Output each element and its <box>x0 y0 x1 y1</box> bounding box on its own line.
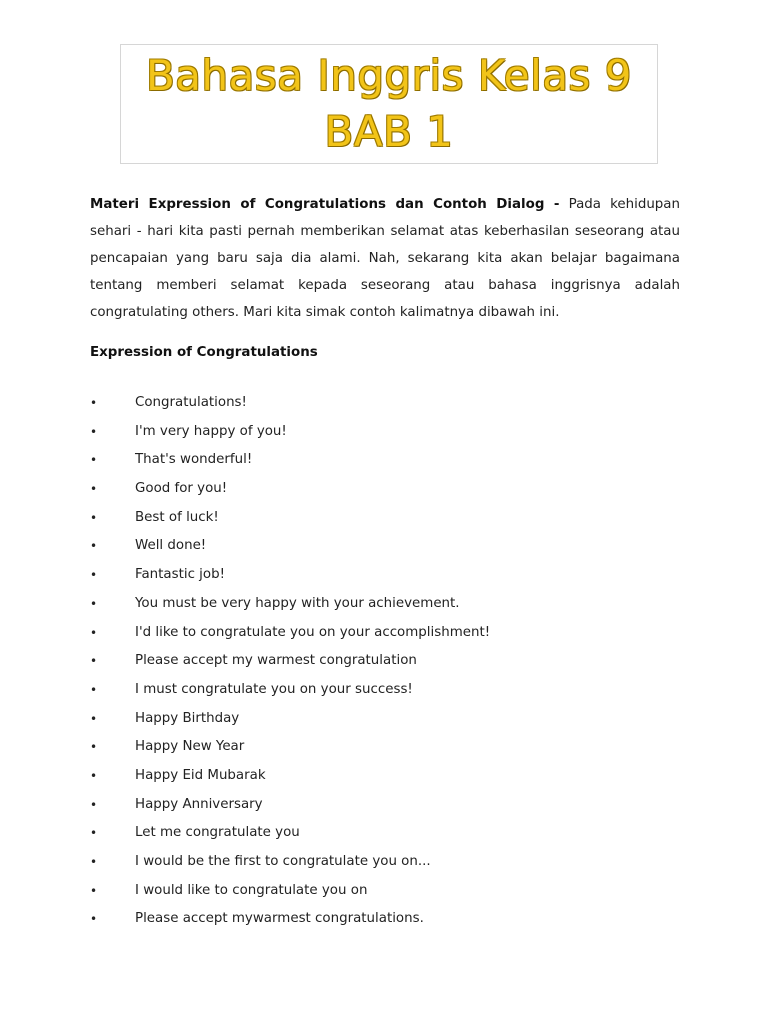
bullet-icon: • <box>90 625 98 640</box>
bullet-icon: • <box>90 510 98 525</box>
list-item <box>90 650 490 679</box>
bullet-icon: • <box>90 453 98 468</box>
list-item <box>90 880 490 909</box>
list-item-text: Good for you! <box>135 481 228 497</box>
list-item-text: Happy Anniversary <box>135 796 263 812</box>
title-line-2: BAB 1 <box>324 107 454 156</box>
list-item-text: I'm very happy of you! <box>135 423 287 439</box>
list-item-text: Well done! <box>135 538 207 554</box>
list-item <box>90 564 490 593</box>
bullet-icon: • <box>90 482 98 497</box>
list-item-text: Happy Eid Mubarak <box>135 767 266 783</box>
bullet-icon: • <box>90 883 98 898</box>
list-item-text: I must congratulate you on your success! <box>135 681 413 697</box>
intro-lead: Materi Expression of Congratulations dan Contoh Dialog - <box>90 197 560 212</box>
list-item <box>90 679 490 708</box>
list-item <box>90 593 490 622</box>
list-item <box>90 421 490 450</box>
list-item-text: I would be the first to congratulate you on... <box>135 854 431 869</box>
bullet-icon: • <box>90 797 98 812</box>
bullet-icon: • <box>90 768 98 783</box>
list-item-text: I'd like to congratulate you on your accomplishment! <box>135 624 491 640</box>
list-item <box>90 392 490 421</box>
list-item-text: Fantastic job! <box>135 567 225 583</box>
list-item-text: That's wonderful! <box>135 452 253 468</box>
list-item-text: You must be very happy with your achievement. <box>135 595 460 611</box>
intro-body: Pada kehidupan sehari - hari kita pasti pernah memberikan selamat atas keberhasilan seseorang atau pencapaian yang baru saja dia alami. Nah, sekarang kita akan belajar bagaimana tentang memberi selamat kepada seseorang atau bahasa inggrisnya adalah congratulating others. Mari kita simak contoh kalimatnya dibawah ini. <box>90 197 680 320</box>
bullet-icon: • <box>90 424 98 439</box>
list-item <box>90 507 490 536</box>
bullet-icon: • <box>90 654 98 669</box>
bullet-icon: • <box>90 682 98 697</box>
list-item <box>90 535 490 564</box>
list-item <box>90 449 490 478</box>
list-item <box>90 708 490 737</box>
list-item <box>90 822 490 851</box>
bullet-icon: • <box>90 596 98 611</box>
bullet-icon: • <box>90 826 98 841</box>
list-item-text: Please accept mywarmest congratulations. <box>135 911 424 927</box>
list-item <box>90 622 490 651</box>
bullet-icon: • <box>90 568 98 583</box>
list-item <box>90 851 490 880</box>
list-item <box>90 794 490 823</box>
title-line-1: Bahasa Inggris Kelas 9 <box>145 51 633 100</box>
bullet-icon: • <box>90 855 98 869</box>
phrase-list <box>90 392 490 937</box>
list-item-text: Happy New Year <box>135 739 245 755</box>
title-banner <box>120 44 658 164</box>
bullet-icon: • <box>90 740 98 755</box>
list-item <box>90 478 490 507</box>
section-heading: Expression of Congratulations <box>90 345 318 360</box>
list-item-text: Congratulations! <box>135 395 247 410</box>
bullet-icon: • <box>90 711 98 726</box>
bullet-icon: • <box>90 396 98 410</box>
list-item-text: I would like to congratulate you on <box>135 882 368 898</box>
list-item-text: Best of luck! <box>135 509 219 525</box>
list-item-text: Happy Birthday <box>135 710 240 726</box>
intro-paragraph <box>90 191 680 326</box>
list-item <box>90 765 490 794</box>
list-item <box>90 736 490 765</box>
bullet-icon: • <box>90 539 98 554</box>
list-item <box>90 908 490 937</box>
list-item-text: Please accept my warmest congratulation <box>135 653 417 669</box>
bullet-icon: • <box>90 912 98 927</box>
list-item-text: Let me congratulate you <box>135 825 300 841</box>
